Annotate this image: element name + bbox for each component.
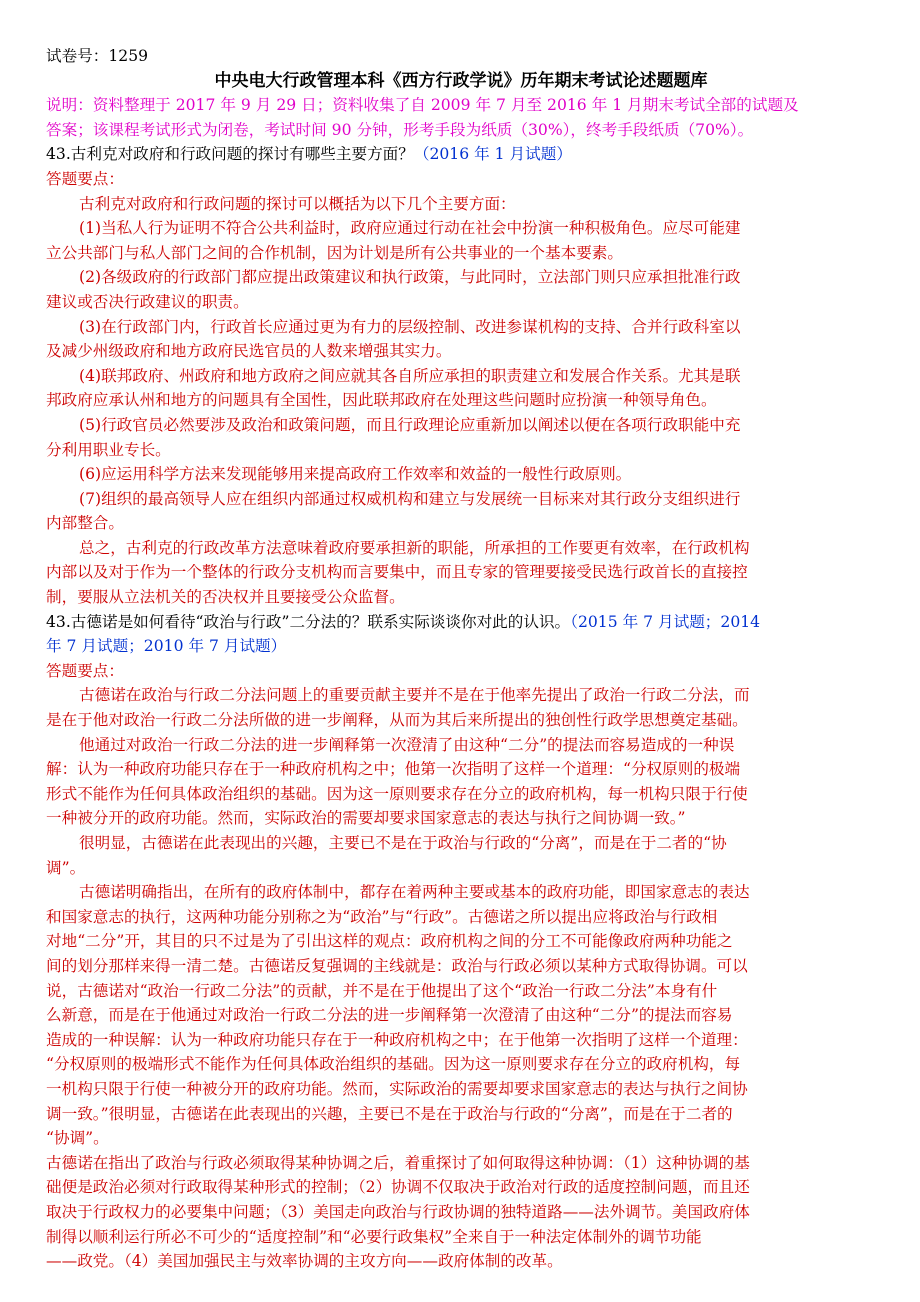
- answer-line: 础便是政治必须对行政取得某种形式的控制；（2）协调不仅取决于政治对行政的适度控制问题，而且还: [46, 1178, 750, 1197]
- notice-line-2: 答案；该课程考试形式为闭卷，考试时间 90 分钟，形考手段为纸质（30%），终考手段纸质（70%）。: [46, 120, 754, 139]
- answer-line: 间的划分那样来得一清二楚。古德诺反复强调的主线就是：政治与行政必须以某种方式取得协调。可以: [46, 956, 748, 975]
- answer-paragraph: (4)联邦政府、州政府和地方政府之间应就其各自所应承担的职责建立和发展合作关系。尤其是联: [79, 366, 741, 385]
- question-text: 43.古德诺是如何看待“政治与行政”二分法的？联系实际谈谈你对此的认识。: [46, 612, 571, 631]
- answer-paragraph: (3)在行政部门内，行政首长应通过更为有力的层级控制、改进参谋机构的支持、合并行政科室以: [79, 317, 741, 336]
- answer-paragraph: (6)应运用科学方法来发现能够用来提高政府工作效率和效益的一般性行政原则。: [79, 465, 632, 484]
- question-source: （2016 年 1 月试题）: [413, 145, 572, 164]
- answer-paragraph: 总之，古利克的行政改革方法意味着政府要承担新的职能，所承担的工作要更有效率，在行政机构: [79, 538, 750, 557]
- answer-line: “分权原则的极端形式不能作为任何具体政治组织的基础。因为这一原则要求存在分立的政府机构，每: [46, 1055, 741, 1074]
- question-source-continued: 年 7 月试题；2010 年 7 月试题）: [46, 637, 287, 656]
- answer-paragraph: (7)组织的最高领导人应在组织内部通过权威机构和建立与发展统一目标来对其行政分支组织进行: [79, 489, 741, 508]
- answer-label: 答题要点：: [46, 661, 124, 680]
- answer-line: 古德诺在指出了政治与行政必须取得某种协调之后，着重探讨了如何取得这种协调：（1）这种协调的基: [46, 1153, 750, 1172]
- answer-line: 造成的一种误解：认为一种政府功能只存在于一种政府机构之中；在于他第一次指明了这样一个道理：: [46, 1030, 748, 1049]
- answer-line: 制，要服从立法机关的否决权并且要接受公众监督。: [46, 588, 405, 607]
- question-source: （2015 年 7 月试题；2014: [570, 612, 761, 631]
- answer-paragraph: 古德诺明确指出，在所有的政府体制中，都存在着两种主要或基本的政府功能，即国家意志的表达: [79, 883, 750, 902]
- answer-line: 邦政府应承认州和地方的问题具有全国性，因此联邦政府在处理这些问题时应扮演一种领导角色。: [46, 391, 717, 410]
- answer-line: 一机构只限于行使一种被分开的政府功能。然而，实际政治的需要却要求国家意志的表达与执行之间协: [46, 1079, 748, 1098]
- answer-line: 内部整合。: [46, 514, 124, 533]
- answer-line: 及减少州级政府和地方政府民选官员的人数来增强其实力。: [46, 342, 452, 361]
- answer-paragraph: (1)当私人行为证明不符合公共利益时，政府应通过行动在社会中扮演一种积极角色。应尽可能建: [79, 219, 741, 238]
- question-43-gulick: [46, 142, 876, 167]
- answer-paragraph: 古利克对政府和行政问题的探讨可以概括为以下几个主要方面：: [79, 194, 516, 213]
- answer-line: ——政党。（4）美国加强民主与效率协调的主攻方向——政府体制的改革。: [46, 1252, 563, 1271]
- page-title: 中央电大行政管理本科《西方行政学说》历年期末考试论述题题库: [214, 70, 708, 91]
- answer-line: 取决于行政权力的必要集中问题；（3）美国走向政治与行政协调的独特道路——法外调节。美国政府体: [46, 1202, 750, 1221]
- answer-line: 一种被分开的政府功能。然而，实际政治的需要却要求国家意志的表达与执行之间协调一致。”: [46, 809, 686, 828]
- answer-line: 解：认为一种政府功能只存在于一种政府机构之中；他第一次指明了这样一个道理：“分权原则的极端: [46, 760, 741, 779]
- answer-line: 内部以及对于作为一个整体的行政分支机构而言要集中，而且专家的管理要接受民选行政首长的直接控: [46, 563, 748, 582]
- answer-line: 分利用职业专长。: [46, 440, 171, 459]
- answer-line: “协调”。: [46, 1129, 109, 1148]
- answer-line: 和国家意志的执行，这两种功能分别称之为“政治”与“行政”。古德诺之所以提出应将政治与行政相: [46, 907, 718, 926]
- question-text: 43.古利克对政府和行政问题的探讨有哪些主要方面？: [46, 145, 414, 164]
- answer-label: 答题要点：: [46, 169, 124, 188]
- answer-line: 说，古德诺对“政治一行政二分法”的贡献，并不是在于他提出了这个“政治一行政二分法”本身有什: [46, 981, 718, 1000]
- question-43-goodnow: [46, 610, 876, 635]
- answer-paragraph: 他通过对政治一行政二分法的进一步阐释第一次澄清了由这种“二分”的提法而容易造成的一种误: [79, 735, 735, 754]
- answer-paragraph: 很明显，古德诺在此表现出的兴趣，主要已不是在于政治与行政的“分离”，而是在于二者的“协: [79, 834, 727, 852]
- answer-line: 调一致。”很明显，古德诺在此表现出的兴趣，主要已不是在于政治与行政的“分离”，而是在于二者的: [46, 1104, 733, 1123]
- answer-line: 制得以顺利运行所必不可少的“适度控制”和“必要行政集权”全来自于一种法定体制外的调节功能: [46, 1227, 702, 1246]
- answer-line: 么新意，而是在于他通过对政治一行政二分法的进一步阐释第一次澄清了由这种“二分”的提法而容易: [46, 1006, 733, 1025]
- answer-line: 建议或否决行政建议的职责。: [46, 292, 249, 311]
- answer-paragraph: 古德诺在政治与行政二分法问题上的重要贡献主要并不是在于他率先提出了政治一行政二分法，而: [79, 686, 750, 705]
- notice-line-1: 说明：资料整理于 2017 年 9 月 29 日；资料收集了自 2009 年 7 月至 2016 年 1 月期末考试全部的试题及: [46, 96, 799, 115]
- answer-line: 形式不能作为任何具体政治组织的基础。因为这一原则要求存在分立的政府机构，每一机构只限于行使: [46, 784, 748, 803]
- answer-line: 是在于他对政治一行政二分法所做的进一步阐释，从而为其后来所提出的独创性行政学思想奠定基础。: [46, 711, 748, 730]
- answer-line: 调”。: [46, 858, 86, 877]
- answer-paragraph: (5)行政官员必然要涉及政治和政策问题，而且行政理论应重新加以阐述以便在各项行政职能中充: [79, 415, 741, 434]
- answer-paragraph: (2)各级政府的行政部门都应提出政策建议和执行政策，与此同时，立法部门则只应承担批准行政: [79, 268, 741, 287]
- paper-id: 试卷号：1259: [46, 47, 149, 65]
- answer-line: 立公共部门与私人部门之间的合作机制，因为计划是所有公共事业的一个基本要素。: [46, 243, 623, 262]
- answer-line: 对地“二分”开，其目的只不过是为了引出这样的观点：政府机构之间的分工不可能像政府两种功能之: [46, 932, 733, 951]
